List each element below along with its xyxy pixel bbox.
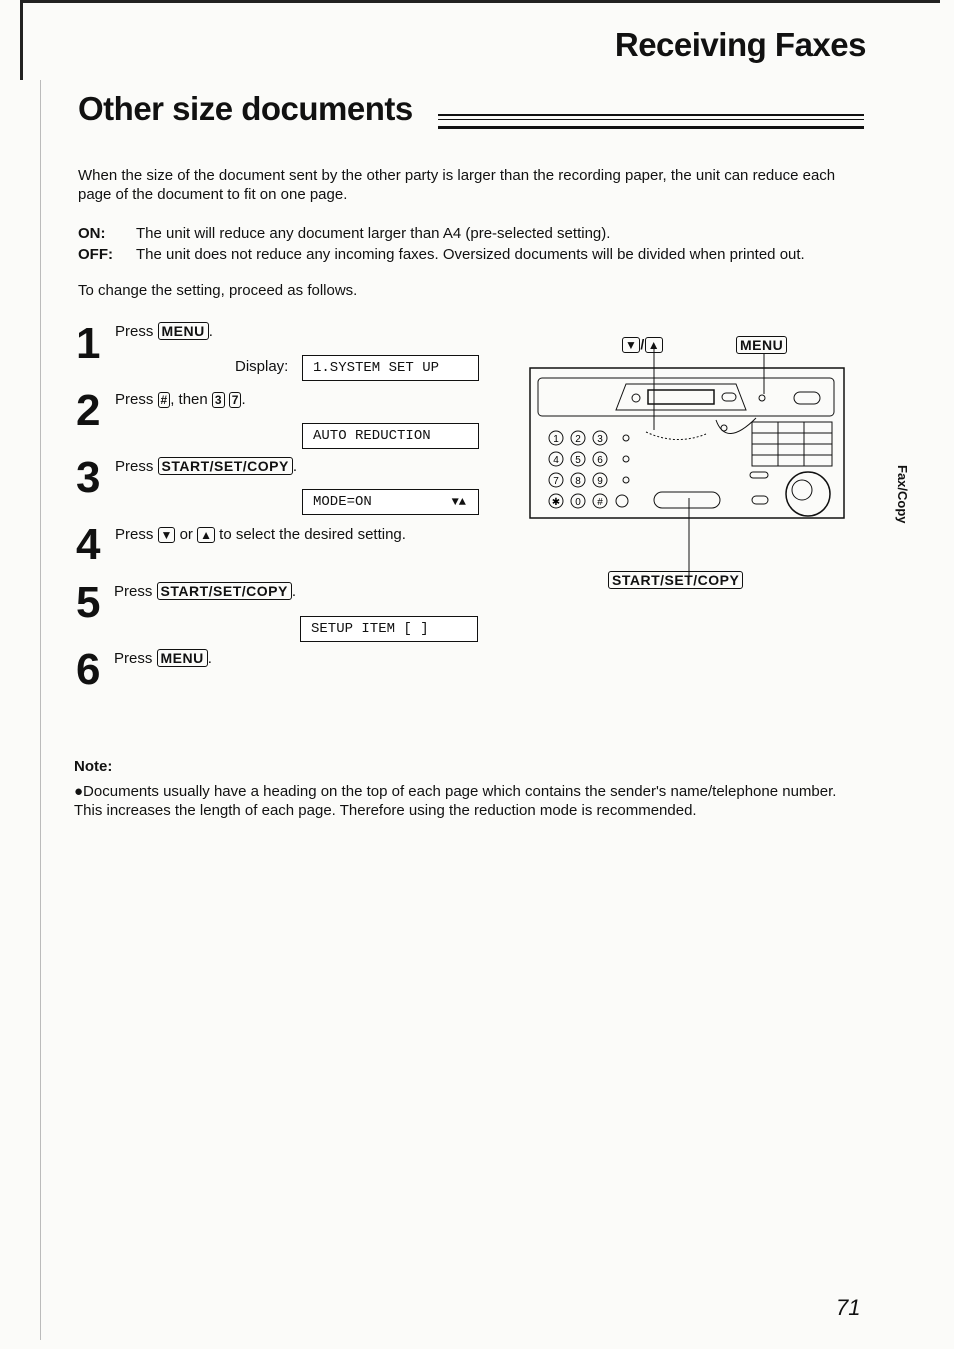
step-number: 6 bbox=[76, 645, 101, 694]
step-text: , then bbox=[170, 391, 208, 408]
keypad-key: 4 bbox=[553, 455, 559, 466]
fax-panel-illustration bbox=[526, 348, 848, 578]
intro-paragraph: When the size of the document sent by the other party is larger than the recording paper, the unit can reduce each page of the document to fit on one page. bbox=[78, 167, 836, 203]
option-text: The unit will reduce any document larger than A4 (pre-selected setting). bbox=[136, 225, 611, 242]
note-text: ●Documents usually have a heading on the top of each page which contains the sender's name/telephone number. This increases the length of each page. Therefore using the reduction mode is recommended. bbox=[74, 783, 837, 819]
step-text: or bbox=[179, 526, 193, 543]
press-word: Press bbox=[115, 323, 154, 340]
keypad-key: 5 bbox=[575, 455, 581, 466]
keypad-key: 8 bbox=[575, 476, 581, 487]
menu-key: MENU bbox=[157, 649, 208, 667]
down-key: ▼ bbox=[158, 527, 176, 543]
page-number: 71 bbox=[836, 1295, 861, 1320]
menu-key: MENU bbox=[158, 322, 209, 340]
side-tab: Fax/Copy bbox=[895, 465, 910, 524]
keypad-key: 2 bbox=[575, 434, 581, 445]
lcd-display: AUTO REDUCTION bbox=[302, 423, 479, 449]
indicator bbox=[759, 395, 765, 401]
step-number: 1 bbox=[76, 319, 101, 368]
indicator bbox=[632, 394, 640, 402]
lcd-display: 1.SYSTEM SET UP bbox=[302, 355, 479, 381]
option-on bbox=[78, 224, 878, 243]
keypad-key: # bbox=[597, 497, 603, 508]
up-key: ▲ bbox=[197, 527, 215, 543]
step-text: to select the desired setting. bbox=[219, 526, 406, 543]
keypad-key: 3 bbox=[597, 434, 603, 445]
keypad-key: 9 bbox=[597, 476, 603, 487]
note-label: Note: bbox=[74, 758, 113, 775]
step-number: 2 bbox=[76, 386, 101, 435]
punct: . bbox=[208, 323, 213, 340]
small-button bbox=[752, 496, 768, 504]
start-set-copy-key: START/SET/COPY bbox=[158, 457, 293, 475]
step-1-instruction bbox=[115, 323, 213, 340]
lcd-display bbox=[302, 489, 479, 515]
step-4-instruction bbox=[115, 526, 406, 543]
option-label: OFF: bbox=[78, 246, 113, 263]
lcd-window bbox=[648, 390, 714, 404]
lcd-text: MODE=ON bbox=[313, 494, 372, 510]
punct: . bbox=[291, 583, 296, 600]
hash-key: # bbox=[158, 392, 171, 408]
step-5-instruction bbox=[114, 583, 296, 600]
step-2-instruction bbox=[115, 391, 246, 408]
proceed-text: To change the setting, proceed as follows. bbox=[78, 282, 358, 299]
navigator-arc bbox=[646, 432, 706, 440]
keypad-key: 6 bbox=[597, 455, 603, 466]
keypad-key: 1 bbox=[553, 434, 559, 445]
display-label: Display: bbox=[235, 358, 289, 375]
page-edge-line bbox=[40, 80, 41, 1340]
lcd-display: SETUP ITEM [ ] bbox=[300, 616, 478, 642]
small-button bbox=[722, 393, 736, 401]
press-word: Press bbox=[115, 526, 154, 543]
panel-label-menu: MENU bbox=[736, 336, 787, 354]
option-text: The unit does not reduce any incoming faxes. Oversized documents will be divided when printed out. bbox=[136, 246, 805, 263]
small-button bbox=[750, 472, 768, 478]
section-title: Receiving Faxes bbox=[614, 26, 866, 63]
panel-label-start: START/SET/COPY bbox=[608, 571, 743, 589]
keypad-key: 7 bbox=[553, 476, 559, 487]
step-6-instruction bbox=[114, 650, 212, 667]
digit-3-key: 3 bbox=[212, 392, 225, 408]
binding-mark bbox=[20, 0, 23, 80]
keypad-key: ✱ bbox=[551, 497, 561, 508]
option-label: ON: bbox=[78, 225, 106, 242]
lcd-arrows: ▼▲ bbox=[451, 495, 466, 509]
keypad bbox=[549, 431, 629, 508]
separator: / bbox=[640, 336, 645, 352]
punct: . bbox=[207, 650, 212, 667]
down-key: ▼ bbox=[622, 337, 640, 353]
step-number: 3 bbox=[76, 453, 101, 502]
oval-button bbox=[794, 392, 820, 404]
top-rule bbox=[20, 0, 940, 3]
press-word: Press bbox=[114, 583, 153, 600]
step-3-instruction bbox=[115, 458, 297, 475]
keypad-key: 0 bbox=[575, 497, 581, 508]
press-word: Press bbox=[114, 650, 153, 667]
digit-7-key: 7 bbox=[229, 392, 242, 408]
option-off bbox=[78, 245, 878, 264]
page-heading: Other size documents bbox=[78, 90, 413, 127]
display-housing bbox=[616, 384, 746, 410]
start-set-copy-key: START/SET/COPY bbox=[157, 582, 292, 600]
heading-rule bbox=[438, 114, 864, 129]
indicator bbox=[721, 425, 727, 431]
up-key: ▲ bbox=[645, 337, 663, 353]
press-word: Press bbox=[115, 391, 154, 408]
punct: . bbox=[292, 458, 297, 475]
press-word: Press bbox=[115, 458, 154, 475]
dial-knob-inner bbox=[792, 480, 812, 500]
step-number: 4 bbox=[76, 520, 101, 569]
step-number: 5 bbox=[76, 578, 101, 627]
start-set-copy-button bbox=[654, 492, 720, 508]
punct: . bbox=[241, 391, 246, 408]
one-touch-grid bbox=[752, 422, 832, 466]
